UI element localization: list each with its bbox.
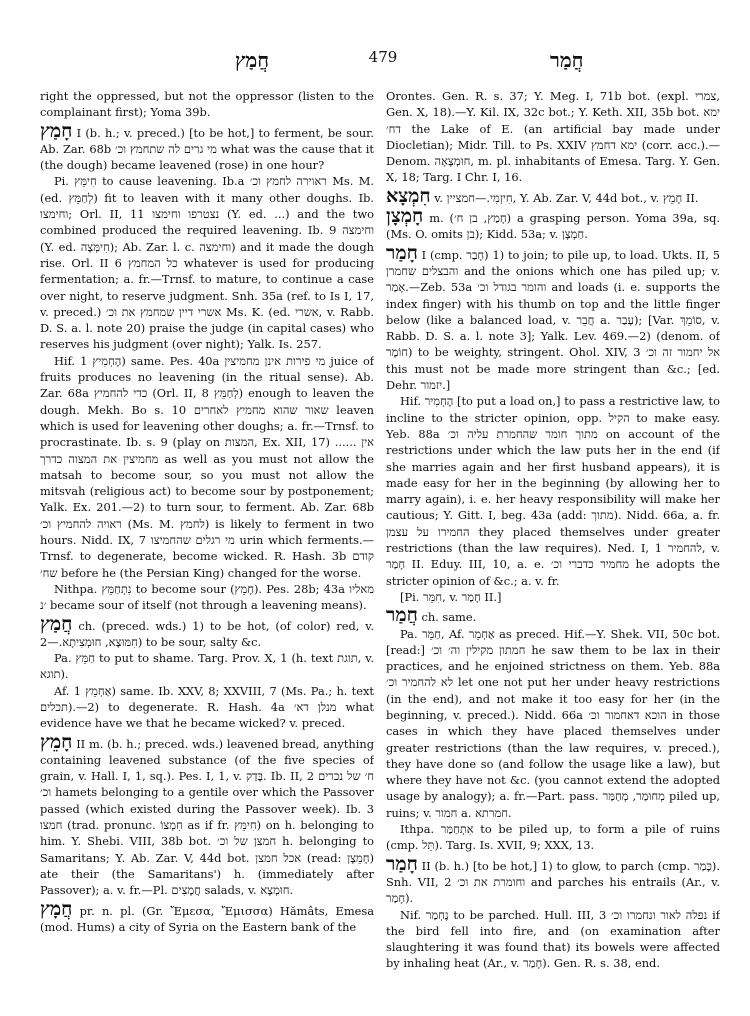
sub-entry: Hif. הֶחְמִיץ 1) same. Pes. 40a מי פירות אינן מחמיצין juice of fruits produces no leavening (in the ritual sense). Ab. Zar. 68a כדי להחמיץ (Orl. II, 8 לְחַמֵּץ) enough to leaven the dough. Mekh. Bo s. 10 שאור שהוא מחמיץ לאחרים leaven which is used for leavening other doughs; a. fr.—Trnsf. to procrastinate. Ib. s. 9 (play on המצות, Ex. XII, 17) ...... אין מחמיצין את המצוה כדרך as well as you must not allow the matsah to become sour, so you must not allow the mitsvah (religious act) to become sour by postponement; Yalk. Ex. 201.—2) to turn sour, to ferment. Ab. Zar. 68b ראויה להחמיץ וכ׳ (Ms. M. לחמץ) is likely to ferment in two hours. Nidd. IX, 7 מי רגלים שהחמיצו urin which ferments.—Trnsf. to degenerate, become wicked. R. Hash. 3b קודם שח׳ before he (the Persian King) changed for the worse. [40,353,374,580]
continuation-text: Orontes. Gen. R. s. 37; Y. Meg. I, 71b bot. (expl. צמרי, Gen. X, 18).—Y. Kil. IX, 32c bot.; Y. Keth. XII, 35b bot. ימא דח׳ the Lake of E. (an artificial bay made under Diocletian); Midr. Till. to Ps. XXIV ימא דחמץ (corr. acc.).—Denom. חוּמְצָאָה, m. pl. inhabitants of Emesa. Targ. Y. Gen. X, 18; Targ. I Chr. I, 16. [386,89,720,185]
sub-entry: Pa. חַמֵּץ to put to shame. Targ. Prov. X, 1 (h. text תוגת, v. תוגא). [40,651,374,682]
entry-lemma: חָמְצָן [386,205,424,228]
entry-text: v. חִיזְמִי.—חמציין, Y. Ab. Zar. V, 44d bot., v. חָמֵץ II. [434,190,699,205]
entry-text: II (b. h.) [to be hot,] 1) to glow, to parch (cmp. כָּמַר). Snh. VII, 2 וחומרת את וכ׳ and parches his entrails (Ar., v. חָמַר). [386,858,720,906]
left-headword: חֲמַץ [235,48,270,72]
entry-lemma: חָמַץ [40,119,73,142]
continuation-text: right the oppressed, but not the oppressor (listen to the complainant first); Yoma 39b. [40,89,374,120]
sub-entry: Hif. הֶחְמִיר [to put a load on,] to pass a restrictive law, to incline to the stricter opinion, opp. הקיל to make easy. Yeb. 88a מתוך חומר שהחמרת עליה וכ׳ on account of the restrictions under which the law puts her in the end (if she marries again and her first husband appears), it is made easy for her in the beginning (by allowing her to marry again), i. e. her heavy responsibility will make her cautious; Y. Gitt. I, beg. 43a (add: מתוך). Nidd. 66a, a. fr. החמירו על עצמן they placed themselves under greater restrictions (than the law requires). Ned. I, 1 להחמיר, v. חָמַר II. Eduy. III, 10, a. e. מחמיר כדברי וכ׳ he adopts the stricter opinion of &c.; a. v. fr. [386,394,720,588]
dictionary-entry [40,612,374,651]
right-headword: חֲמַר [550,48,584,72]
dictionary-entry [40,730,374,899]
sub-entry: Ithpa. אִתְחַמַּר to be piled up, to form a pile of ruins (cmp. תֵּל). Targ. Is. XVII, 9; XXX, 13. [386,822,720,853]
entry-lemma: חָמֵץ [40,730,73,753]
sub-entry: Af. אַחְמֵץ 1) same. Ib. XXV, 8; XXVIII, 7 (Ms. Pa.; h. text תכלים).—2) to degenerate. R. Hash. 4a מנלן דא׳ what evidence have we that he became wicked? v. preced. [40,683,374,731]
dictionary-entry [386,241,720,394]
entry-text: m. (חָמַץ, בן ח׳) a grasping person. Yoma 39a, sq. (Ms. O. omits בן); Kidd. 53a; v. חַמְצָן. [386,211,720,242]
entry-text: I (cmp. חָבַר) 1) to join; to pile up, to load. Ukts. II, 5 והבצלים שחמרן and the onions which one has piled up; v. אָמַר.—Zeb. 53a והומר בגודל וכ׳ and loads (i. e. supports the index finger) with his thumb on top and the little finger below (like a balanced load, v. חֲבֵר a. עָבַר); [Var. סוֹמֵךְ, v. Rabb. D. S. a. l. note 3]; Yalk. Lev. 469.—2) (denom. of חוֹמֶר) to be weighty, stringent. Ohol. XIV, 3 אל יחמור זה וכ׳ this must not be made more stringent than &c.; [ed. Dehr. יזמור.] [386,247,720,393]
entry-text: ch. same. [421,610,477,625]
left-column [40,88,374,1008]
entry-lemma: חֲמַר [386,604,418,627]
page-header [40,44,726,72]
entry-text: pr. n. pl. (Gr. Ἔμεσα, Ἔμισσα) Hămâts, Emesa (mod. Hums) a city of Syria on the Eastern bank of the [40,903,374,934]
page-number: 479 [368,48,398,66]
entry-lemma: חִמְצָא [386,184,431,207]
entry-text: II m. (b. h.; preced. wds.) leavened bread, anything containing leavened substance (of the five species of grain, v. Hall. I, 1, sq.). Pes. I, 1, v. בָּדַק. Ib. II, 2 ח׳ של נכרים וכ׳ hamets belonging to a gentile over which the Passover passed (which existed during the Passover week). Ib. 3 חמצו (trad. pronunc. חִמְצוֹ as if fr. חִימֵּץ) on h. belonging to him. Y. Shebi. VIII, 38b bot. חמצן של וכ׳ h. belonging to Samaritans; Y. Ab. Zar. V, 44d bot. אכל חמצן (read: חָמֵצָן) ate their (the Samaritans') h. (immediately after Passover); a. v. fr.—Pl. חֲמָצִים salads, v. חוּמְצָא. [40,736,374,898]
sub-entry: Pa. חַמֵּר, Af. אַחְמֵר as preced. Hif.—Y. Shek. VII, 50c bot. [read:] חמתון מקילין וה׳ וכ׳ he saw them to be lax in their practices, and he enjoined strictness on them. Yeb. 88a לא להחמיר וכ׳ let one not put her under heavy restrictions (in the end), and not make it too easy for her (in the beginning, v. preced.). Nidd. 66a הוכא דאחמור וכ׳ in those cases in which they have placed themselves under greater restrictions (than the law requires, v. preced.), they have done so (and follow the usage like a law), but where they have not &c. (you cannot extend the adopted usage by analogy); a. fr.—Part. pass. מְחוּמַר, מְחַמַּר piled up, ruins; v. חמור a. חמרתא. [386,626,720,820]
sub-entry: Nithpa. נִתְחַמֵּץ to become sour (חָמֵץ). Pes. 28b; 43a מאליו ׳נ became sour of itself (not through a leavening means). [40,581,374,613]
dictionary-entry [40,897,374,936]
entry-text: I (b. h.; v. preced.) [to be hot,] to ferment, be sour. Ab. Zar. 68b מי גרים לה שתחמץ וכ׳ what was the cause that it (the dough) became leavened (rose) in one hour? [40,125,374,173]
dictionary-entry [386,207,720,243]
entry-lemma: חֲמַץ [40,612,73,635]
entry-lemma: חֲמָץ [40,897,73,920]
entry-lemma: חָמַר [386,852,418,875]
sub-entry: [Pi. חִמֵּר, v. חָמַר II.] [400,589,502,604]
dictionary-entry [40,119,374,174]
sub-entry: Pi. חִימֵּץ to cause leavening. Ib.a ראוירה לחמץ וכ׳ Ms. M. (ed. לְחַמֵּץ) fit to leaven with it many other doughs. Ib. וחימצו; Orl. II, 11 נצטרפו וחימצו (Y. ed. ...) and the two combined produced the required leavening. Ib. 9 וחימצה (Y. ed. חִימְּצָה); Ab. Zar. l. c. וחימצה) and it made the dough rise. Orl. II 6 כל המחמץ whatever is used for producing fermentation; a. fr.—Trnsf. to mature, to continue a case over night, to reserve judgment. Snh. 35a (ref. to Is I, 17, v. preced.) אשרי דיין שמחמץ את וכ׳ Ms. K. (ed. אשרי, v. Rabb. D. S. a. l. note 20) praise the judge (in capital cases) who reserves his judgment (over night); Yalk. Is. 257. [40,174,374,352]
right-column [386,88,720,1008]
dictionary-entry [386,852,720,907]
dictionary-entry [386,184,720,207]
entry-lemma: חָמַר [386,241,418,264]
dictionary-entry [386,606,720,625]
entry-text: ch. (preced. wds.) 1) to be hot, (of color) red, v. חִמּוּצָא, חוּמְצִיתָא.—2) to be sour, salty &c. [40,618,374,649]
sub-entry: Nif. נֶחְמַר to be parched. Hull. III, 3 נפלה לאור ונחמרו וכ׳ if the bird fell into fire, and (on examination after slaughtering it was found that) its bowels were affected by inhaling heat (Ar., v. חָמַר). Gen. R. s. 38, end. [386,907,720,971]
